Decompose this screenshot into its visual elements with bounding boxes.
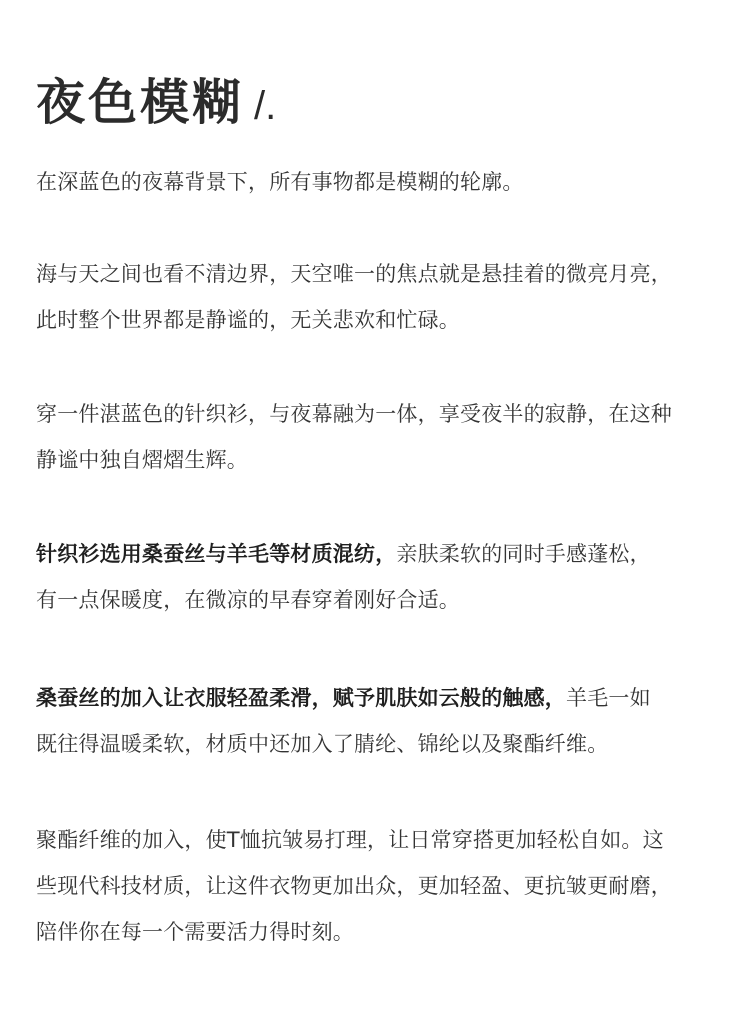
line-text: 静谧中独自熠熠生辉。 — [36, 448, 248, 472]
paragraph-5 — [36, 675, 726, 767]
title-main: 夜色模糊 — [36, 73, 245, 131]
paragraph-line — [36, 909, 726, 955]
paragraph-line — [36, 577, 726, 623]
paragraph-4 — [36, 531, 726, 623]
paragraph-line — [36, 721, 726, 767]
line-text: 在深蓝色的夜幕背景下，所有事物都是模糊的轮廓。 — [36, 170, 524, 194]
paragraph-3 — [36, 391, 726, 483]
paragraph-1 — [36, 159, 726, 205]
line-text: 聚酯纤维的加入，使T恤抗皱易打理，让日常穿搭更加轻松自如。这 — [36, 828, 664, 852]
paragraph-line — [36, 863, 726, 909]
line-text: 穿一件湛蓝色的针织衫，与夜幕融为一体，享受夜半的寂静，在这种 — [36, 402, 672, 426]
line-text: 陪伴你在每一个需要活力得时刻。 — [36, 920, 354, 944]
page-title — [36, 73, 277, 131]
line-text: 有一点保暖度，在微凉的早春穿着刚好合适。 — [36, 588, 460, 612]
paragraph-line — [36, 391, 726, 437]
paragraph-line — [36, 437, 726, 483]
paragraph-line — [36, 297, 726, 343]
paragraph-line — [36, 531, 726, 577]
line-text-bold: 桑蚕丝的加入让衣服轻盈柔滑，赋予肌肤如云般的触感， — [36, 686, 566, 710]
line-text: 海与天之间也看不清边界，天空唯一的焦点就是悬挂着的微亮月亮， — [36, 262, 672, 286]
paragraph-2 — [36, 251, 726, 343]
line-text: 羊毛一如 — [566, 686, 651, 710]
line-text: 些现代科技材质，让这件衣物更加出众，更加轻盈、更抗皱更耐磨， — [36, 874, 672, 898]
paragraph-6 — [36, 817, 726, 955]
line-text-bold: 针织衫选用桑蚕丝与羊毛等材质混纺， — [36, 542, 397, 566]
line-text: 此时整个世界都是静谧的，无关悲欢和忙碌。 — [36, 308, 460, 332]
paragraph-line — [36, 159, 726, 205]
title-suffix: /. — [254, 84, 277, 128]
paragraph-line — [36, 817, 726, 863]
line-text: 既往得温暖柔软，材质中还加入了腈纶、锦纶以及聚酯纤维。 — [36, 732, 609, 756]
paragraph-line — [36, 675, 726, 721]
paragraph-line — [36, 251, 726, 297]
line-text: 亲肤柔软的同时手感蓬松， — [396, 542, 651, 566]
